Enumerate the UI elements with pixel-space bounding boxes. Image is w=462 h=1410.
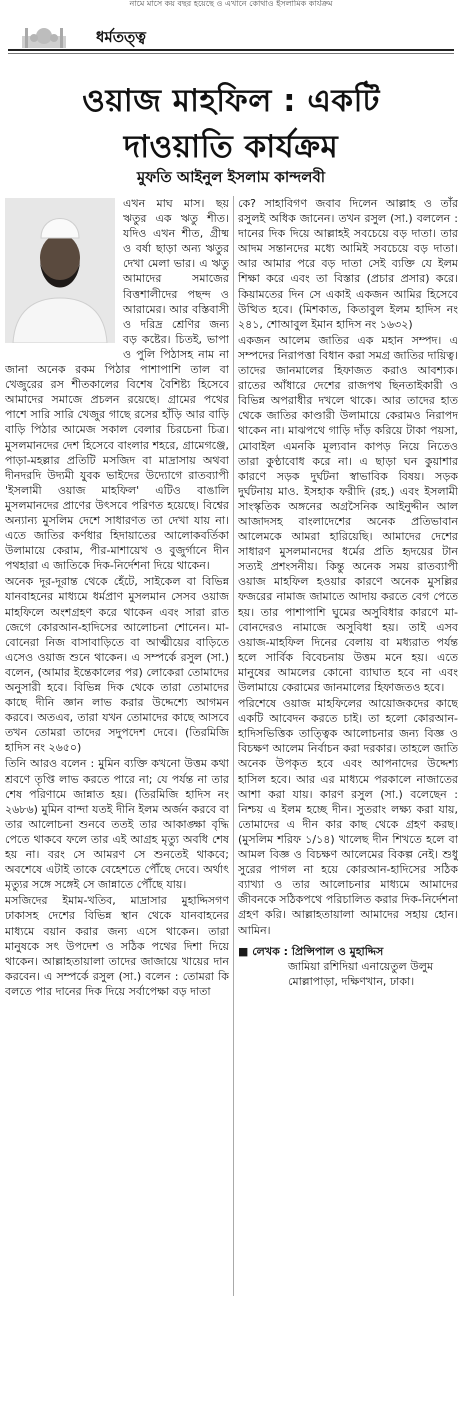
right-column — [238, 196, 458, 1406]
paragraph: মসজিদের ইমাম-খতিব, মাদ্রাসার মুহাদ্দিসগণ ঢাকাসহ দেশের বিভিন্ন স্থান থেকে যানবাহনের মাধ্যমে বয়ান করার জন্য এসে থাকেন। তারা মানুষকে সৎ উপদেশ ও সঠিক পথের দিশা দিয়ে থাকেন। আল্লাহতায়ালা তাদের জাজায়ে খায়ের দান করবেন। এ সম্পর্কে রসুল (সা.) বলেন : তোমরা কি বলতে পার দানের দিক দিয়ে সর্বাপেক্ষা বড় দাতা — [5, 894, 229, 998]
headline-line-2: দাওয়াতি কার্যক্রম — [123, 129, 339, 165]
header-rule — [8, 49, 454, 51]
header-rule-thin — [8, 53, 454, 54]
author-footer-line3: মোল্লাপাড়া, দক্ষিণখান, ঢাকা। — [288, 974, 415, 988]
paragraph: তিনি আরও বলেন : মুমিন ব্যক্তি কখনো উত্তম কথা শ্রবণে তৃপ্তি লাভ করতে পারে না; যে পর্যন্ত না তার শেষ পরিণামে জান্নাত হয়। (তিরমিজি হাদিস নং ২৬৮৬) মুমিন বান্দা যতই দীনি ইলম অর্জন করবে বা তার আলোচনা শুনবে ততই তার আকাঙ্ক্ষা বৃদ্ধি পেতে থাকবে ফলে তার এই আগ্রহ মৃত্যু অবধি শেষ হয় না। বরং সে আমরণ সে শুনতেই থাকবে; অবশেষে এটাই তাকে বেহেশতে পৌঁছে দেবে। অর্থাৎ মৃত্যুর সঙ্গে সঙ্গেই সে জান্নাতে পৌঁছে যায়। — [5, 757, 229, 892]
author-footer-label: ■ লেখক : প্রিন্সিপাল ও মুহাদ্দিস — [238, 944, 384, 958]
headline-line-1: ওয়াজ মাহফিল : একটি — [82, 83, 380, 119]
left-column — [5, 196, 229, 1401]
mosque-icon — [22, 26, 66, 48]
author-byline: মুফতি আইনুল ইসলাম কান্দলবী — [136, 168, 326, 186]
section-header — [8, 22, 454, 52]
author-footer-line2: জামিয়া রশিদিয়া এনায়েতুল উলুম — [288, 959, 434, 973]
paragraph: কে? সাহাবিগণ জবাব দিলেন আল্লাহ ও তাঁর রসুলই অধিক জানেন। তখন রসুল (সা.) বললেন : দানের দিক দিয়ে আল্লাহই সবচেয়ে বড় দাতা। তার আদম সন্তানদের মধ্যে আমিই সবচেয়ে বড় দাতা। আর আমার পরে বড় দাতা সেই ব্যক্তি যে ইলম শিক্ষা করে এবং তা বিস্তার (প্রচার প্রসার) করে। কিয়ামতের দিন সে একাই একজন আমির হিসেবে উত্থিত হবে। (মিশকাত, কিতাবুল ইলম হাদিস নং ২৪১, শোআবুল ইমান হাদিস নং ১৬৩২) — [238, 197, 458, 331]
section-title: ধর্মতত্ত্ব — [96, 28, 146, 46]
column-divider — [233, 196, 234, 1296]
author-footer — [238, 944, 458, 989]
top-strip-text: নামে মাসে কয় বছর হয়েছে ও এখানে কোথাও ইসলামিক কার্যক্রম — [129, 0, 333, 7]
paragraph: একজন আলেম জাতির এক মহান সম্পদ। এ সম্পদের নিরাপত্তা বিধান করা সমগ্র জাতির দায়িত্ব। তাদের জানমালের হিফাজত করাও আবশ্যক। রাতের আঁধারে দেশের রাজপথ ছিনতাইকারী ও বিভিন্ন অপরাধীর দখলে থাকে। আর তাদের হাত থেকে জাতির কাণ্ডারী উলামায়ে কেরামও নিরাপদ থাকেন না। মাঝপথে গাড়ি দাঁড় করিয়ে টাকা পয়সা, মোবাইল এমনকি মূল্যবান কাপড় নিয়ে নিতেও তারা কুণ্ঠাবোধ করে না। এ ছাড়া ঘন কুয়াশার কারণে সড়ক দুর্ঘটনা স্বাভাবিক বিষয়। সড়ক দুর্ঘটনায় মাও. ইসহাক ফরীদি (রহ.) এবং ইসলামী সাংস্কৃতিক অঙ্গনের অগ্রসৈনিক আইনুদ্দীন আল আজাদসহ বাংলাদেশের অনেক প্রতিভাবান আলেমকে আমরা হারিয়েছি। আমাদের দেশের সাধারণ মুসলমানদের ধর্মের প্রতি হৃদয়ের টান সত্যই প্রশংসনীয়। কিন্তু অনেক সময় রাতব্যাপী ওয়াজ মাহফিল হওয়ার কারণে অনেক মুসল্লির ফজরের নামাজ জামাতে আদায় করতে বেগ পেতে হয়। তার পাশাপাশি ঘুমের অসুবিধার কারণে মা-বোনদেরও নামাজে অসুবিধা হয়। তাই এসব ওয়াজ-মাহফিল দিনের বেলায় বা মধ্যরাত পর্যন্ত হলে সার্বিক বিবেচনায় উত্তম মনে হয়। এতে মানুষের আমলের কোনো ব্যাঘাত হবে না এবং উলামায়ে কেরামের জানমালের হিফাজতও হবে। — [238, 333, 458, 694]
paragraph: অনেক দূর-দূরান্ত থেকে হেঁটে, সাইকেল বা বিভিন্ন যানবাহনের মাধ্যমে ধর্মপ্রাণ মুসলমান সেসব ওয়াজ মাহফিলে অংশগ্রহণ করে থাকেন এবং সারা রাত জেগে কোরআন-হাদিসের আলোচনা শোনেন। মা-বোনেরা নিজ বাসাবাড়িতে বা আত্মীয়ের বাড়িতে এসেও ওয়াজ শুনে থাকেন। এ সম্পর্কে রসুল (সা.) বলেন, (আমার ইন্তেকালের পর) লোকেরা তোমাদের অনুসারী হবে। বিভিন্ন দিক থেকে তারা তোমাদের কাছে দীনি জ্ঞান লাভ করার উদ্দেশ্যে আগমন করবে। অতএব, তারা যখন তোমাদের কাছে আসবে তখন তোমরা তাদের সদুপদেশ দেবে। (তিরমিজি হাদিস নং ২৬৫০) — [5, 575, 229, 755]
paragraph: এখন মাঘ মাস। ছয় ঋতুর এক ঋতু শীত। যদিও এখন শীত, গ্রীষ্ম ও বর্ষা ছাড়া অন্য ঋতুর দেখা মেলা ভার। এ ঋতু আমাদের সমাজের বিত্তশালীদের পছন্দ ও আরামের। আর বস্তিবাসী ও দরিদ্র শ্রেণির জন্য বড় কষ্টের। চিতই, ভাপা ও পুলি পিঠাসহ নাম না জানা অনেক রকম পিঠার পাশাপাশি তাল বা খেজুরের রস শীতকালের বিশেষ বৈশিষ্ট্য হিসেবে আমাদের সমাজে প্রচলন রয়েছে। গ্রামের পথের পাশে সারি সারি খেজুর গাছে রসের হাঁড়ি আর বাড়ি বাড়ি পিঠার আমেজ সকাল বেলার চিরচেনা চিত্র। মুসলমানদের দেশ হিসেবে বাংলার শহরে, গ্রামেগঞ্জে, পাড়া-মহল্লার প্রতিটি মসজিদ বা মাদ্রাসায় অথবা দীনদরদি উদ্যমী যুবক ভাইদের উদ্যোগে রাতব্যাপী 'ইসলামী ওয়াজ মাহফিল' এটিও বাঙালি মুসলমানদের প্রাণের উৎসবে পরিণত হয়েছে। বিশ্বের অন্যান্য মুসলিম দেশে সাধারণত তা দেখা যায় না। এতে জাতির কর্ণধার হিদায়াতের আলোকবর্তিকা উলামায়ে কেরাম, পীর-মাশায়েখ ও বুজুর্গানে দীন পথহারা এ জাতিকে দিক-নির্দেশনা দিয়ে থাকেন। — [5, 197, 229, 573]
headline — [10, 78, 452, 170]
author-photo — [5, 198, 115, 343]
paragraph: পরিশেষে ওয়াজ মাহফিলের আয়োজকদের কাছে একটি আবেদন করতে চাই। তা হলো কোরআন-হাদিসভিত্তিক তাত্ত্বিক আলোচনার জন্য বিজ্ঞ ও বিচক্ষণ আলেম নির্বাচন করা দরকার। তাহলে জাতি অনেক উপকৃত হবে এবং আপনাদের উদ্দেশ্য হাসিল হবে। আর এর মাধ্যমে পরকালে নাজাতের আশা করা যায়। কারণ রসুল (সা.) বলেছেন : নিশ্চয় এ ইলম হচ্ছে দীন। সুতরাং লক্ষ্য করা যায়, তোমাদের এ দীন কার কাছ থেকে গ্রহণ করছ। (মুসলিম শরিফ ১/১৪) খালেছ দীন শিখতে হলে বা আমল বিজ্ঞ ও বিচক্ষণ আলেমের বিকল্প নেই। শুধু সুরের পাগল না হয়ে কোরআন-হাদিসের সঠিক ব্যাখ্যা ও তার আলোচনার মাধ্যমে আমাদের জীবনকে সঠিকপথে পরিচালিত করার দিক-নির্দেশনা গ্রহণ করি। আল্লাহতায়ালা আমাদের সহায় হোন। আমিন। — [238, 697, 458, 937]
